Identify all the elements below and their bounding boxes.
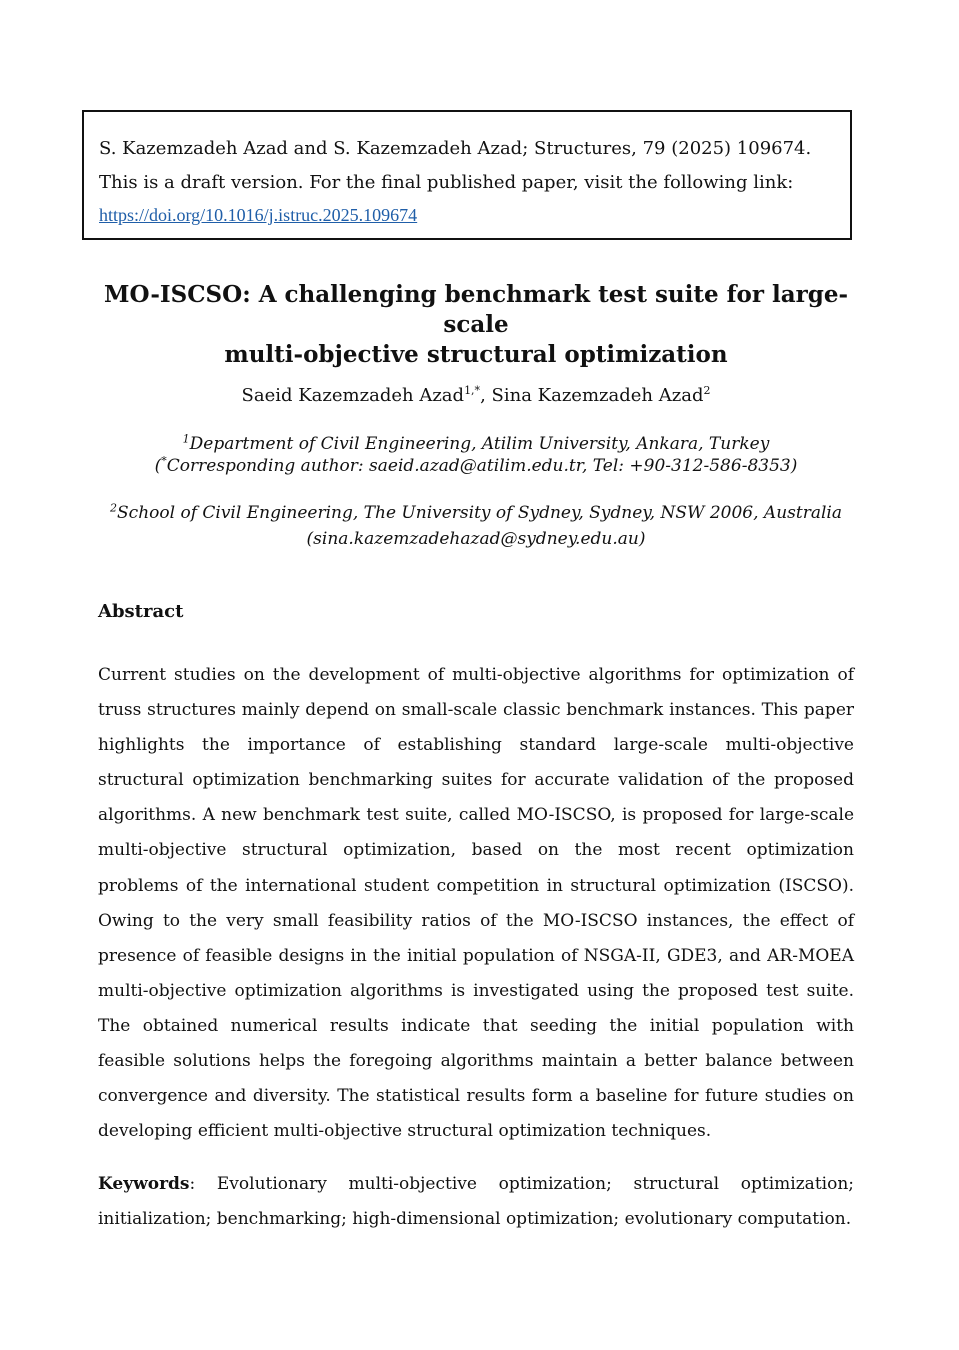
affiliation-2-line (98, 500, 854, 526)
affiliation-1-line (98, 433, 854, 455)
draft-notice-box (82, 110, 852, 240)
affiliation-1 (98, 433, 854, 477)
corresponding-author-line (98, 455, 854, 477)
corresponding-mark: * (161, 454, 167, 468)
paper-title (98, 280, 854, 370)
contact-open-paren: ( (154, 456, 162, 476)
affiliation-2 (98, 500, 854, 552)
author-1-affiliation-mark: 1,* (464, 384, 481, 397)
affiliation-2-text: School of Civil Engineering, The University of Sydney, Sydney, NSW 2006, Australia (117, 503, 842, 523)
keywords-label: Keywords (98, 1174, 190, 1194)
citation-line: S. Kazemzadeh Azad and S. Kazemzadeh Azad; Structures, 79 (2025) 109674. (99, 138, 812, 159)
author-list (98, 384, 854, 408)
keywords-paragraph (98, 1167, 854, 1237)
author-2: Sina Kazemzadeh Azad (491, 385, 704, 406)
abstract-heading: Abstract (98, 601, 184, 622)
title-line-2: multi-objective structural optimization (224, 341, 728, 368)
draft-note-line: This is a draft version. For the final published paper, visit the following link: (99, 172, 794, 193)
title-line-1: MO-ISCSO: A challenging benchmark test suite for large-scale (104, 281, 848, 338)
corresponding-author-text: Corresponding author: saeid.azad@atilim.edu.tr, Tel: +90-312-586-8353) (166, 456, 798, 476)
affiliation-2-contact: (sina.kazemzadehazad@sydney.edu.au) (306, 529, 646, 549)
affiliation-1-text: Department of Civil Engineering, Atilim University, Ankara, Turkey (189, 434, 770, 454)
author-1: Saeid Kazemzadeh Azad (241, 385, 465, 406)
keywords-text: : Evolutionary multi-objective optimization; structural optimization; initialization; benchmarking; high-dimensional optimization; evolutionary computation. (98, 1174, 854, 1229)
abstract-body: Current studies on the development of multi-objective algorithms for optimization of truss structures mainly depend on small-scale classic benchmark instances. This paper highlights the importance of establishing standard large-scale multi-objective structural optimization benchmarking suites for accurate validation of the proposed algorithms. A new benchmark test suite, called MO-ISCSO, is proposed for large-scale multi-objective structural optimization, based on the most recent optimization problems of the international student competition in structural optimization (ISCSO). Owing to the very small feasibility ratios of the MO-ISCSO instances, the effect of presence of feasible designs in the initial population of NSGA-II, GDE3, and AR-MOEA multi-objective optimization algorithms is investigated using the proposed test suite. The obtained numerical results indicate that seeding the initial population with feasible solutions helps the foregoing algorithms maintain a better balance between convergence and diversity. The statistical results form a baseline for future studies on developing efficient multi-objective structural optimization techniques. (98, 665, 854, 1142)
author-2-affiliation-mark: 2 (703, 384, 711, 397)
affiliation-1-mark: 1 (182, 432, 190, 446)
affiliation-2-mark: 2 (110, 501, 118, 515)
doi-link[interactable]: https://doi.org/10.1016/j.istruc.2025.109674 (99, 205, 418, 225)
author-separator: , (480, 385, 492, 406)
